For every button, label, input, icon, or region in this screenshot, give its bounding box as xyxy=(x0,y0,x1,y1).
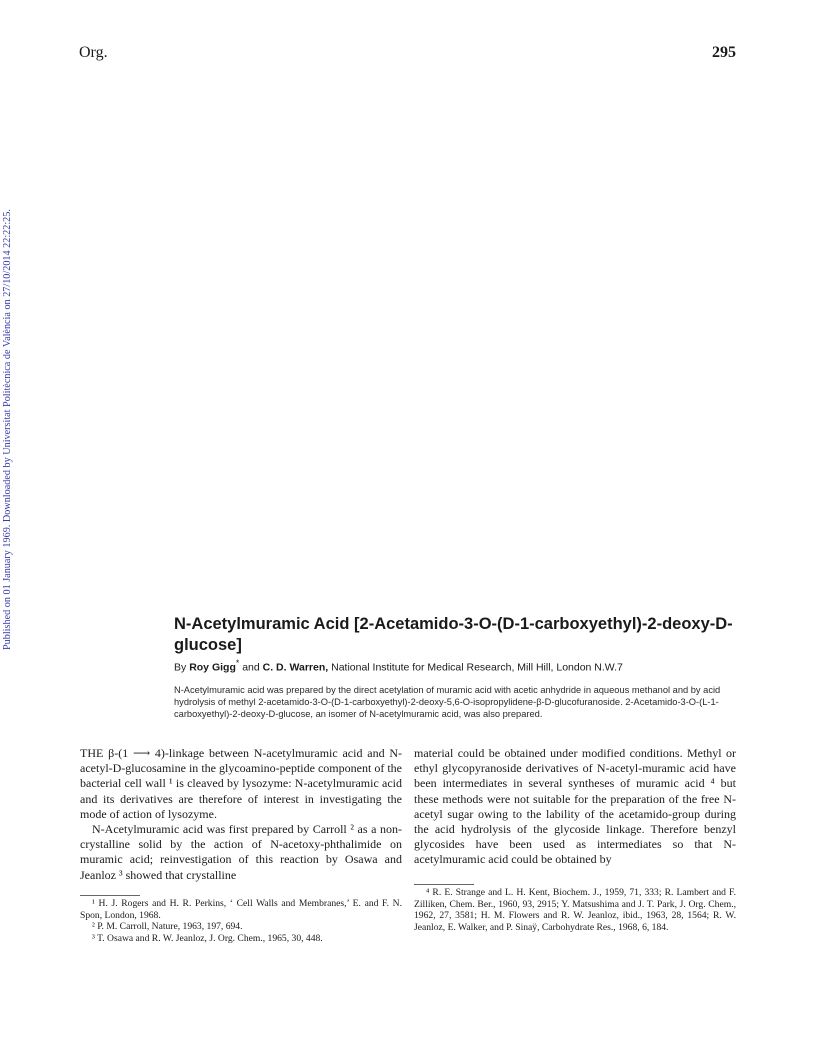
footnotes-left xyxy=(80,898,402,944)
footnote: ¹ H. J. Rogers and H. R. Perkins, ‘ Cell Walls and Membranes,’ E. and F. N. Spon, London, 1968. xyxy=(80,898,402,921)
abstract: N-Acetylmuramic acid was prepared by the direct acetylation of muramic acid with acetic anhydride in aqueous methanol and by acid hydrolysis of methyl 2-acetamido-3-O-(D-1-carboxyethyl)-2-deoxy-5,6-O-isopropylidene-β-D-glucofuranoside. 2-Acetamido-3-O-(L-1-carboxyethyl)-2-deoxy-D-glucose, an isomer of N-acetylmuramic acid, was also prepared. xyxy=(174,685,721,720)
footnote: ³ T. Osawa and R. W. Jeanloz, J. Org. Chem., 1965, 30, 448. xyxy=(92,932,323,944)
footnotes-right xyxy=(414,887,736,933)
footnote: ² P. M. Carroll, Nature, 1963, 197, 694. xyxy=(92,921,243,933)
download-notice: Published on 01 January 1969. Downloaded by Universitat Politècnica de València on 27/10/2014 22:22:25. xyxy=(2,209,13,650)
footnote-divider xyxy=(80,895,140,896)
paragraph: N-Acetylmuramic acid was first prepared by Carroll ² as a non-crystalline solid by the action of N-acetoxy-phthalimide on muramic acid; reinvestigation of this reaction by Osawa and Jeanloz ³ showed that crystalline xyxy=(80,822,402,882)
author-name: Roy Gigg xyxy=(189,661,236,674)
footnote: ⁴ R. E. Strange and L. H. Kent, Biochem. J., 1959, 71, 333; R. Lambert and F. Zilliken, Chem. Ber., 1960, 93, 2915; Y. Matsushima and J. T. Park, J. Org. Chem., 1962, 27, 3581; H. M. Flowers and R. W. Jeanloz, ibid., 1963, 28, 1564; R. W. Jeanloz, E. Walker, and P. Sinaÿ, Carbohydrate Res., 1968, 6, 184. xyxy=(414,887,736,933)
affiliation: National Institute for Medical Research, Mill Hill, London N.W.7 xyxy=(331,661,623,674)
author-line xyxy=(174,658,623,674)
journal-header: Org. xyxy=(79,44,108,61)
author-name: C. D. Warren, xyxy=(262,661,329,674)
page-number: 295 xyxy=(712,44,736,61)
footnote-divider xyxy=(414,884,474,885)
authors-prefix: By xyxy=(174,661,187,674)
authors-and: and xyxy=(242,661,260,674)
paragraph: THE β-(1 ⟶ 4)-linkage between N-acetylmuramic acid and N-acetyl-D-glucosamine in the glycoamino-peptide component of the bacterial cell wall ¹ is cleaved by lysozyme: N-acetylmuramic acid and its derivatives are therefore of interest in investigating the mode of action of lysozyme. xyxy=(80,746,402,821)
article-title: N-Acetylmuramic Acid [2-Acetamido-3-O-(D-1-carboxyethyl)-2-deoxy-D-glucose] xyxy=(174,615,733,654)
left-column xyxy=(80,746,402,883)
corresponding-mark: * xyxy=(235,658,240,668)
paragraph: material could be obtained under modified conditions. Methyl or ethyl glycopyranoside derivatives of N-acetyl-muramic acid have been intermediates in several syntheses of muramic acid ⁴ but these methods were not suitable for the preparation of the free N-acetyl sugar owing to the lability of the acetamido-group during the acid hydrolysis of the glycoside linkage. Therefore benzyl glycosides have been used as intermediates so that N-acetylmuramic acid could be obtained by xyxy=(414,746,736,867)
right-column xyxy=(414,746,736,868)
